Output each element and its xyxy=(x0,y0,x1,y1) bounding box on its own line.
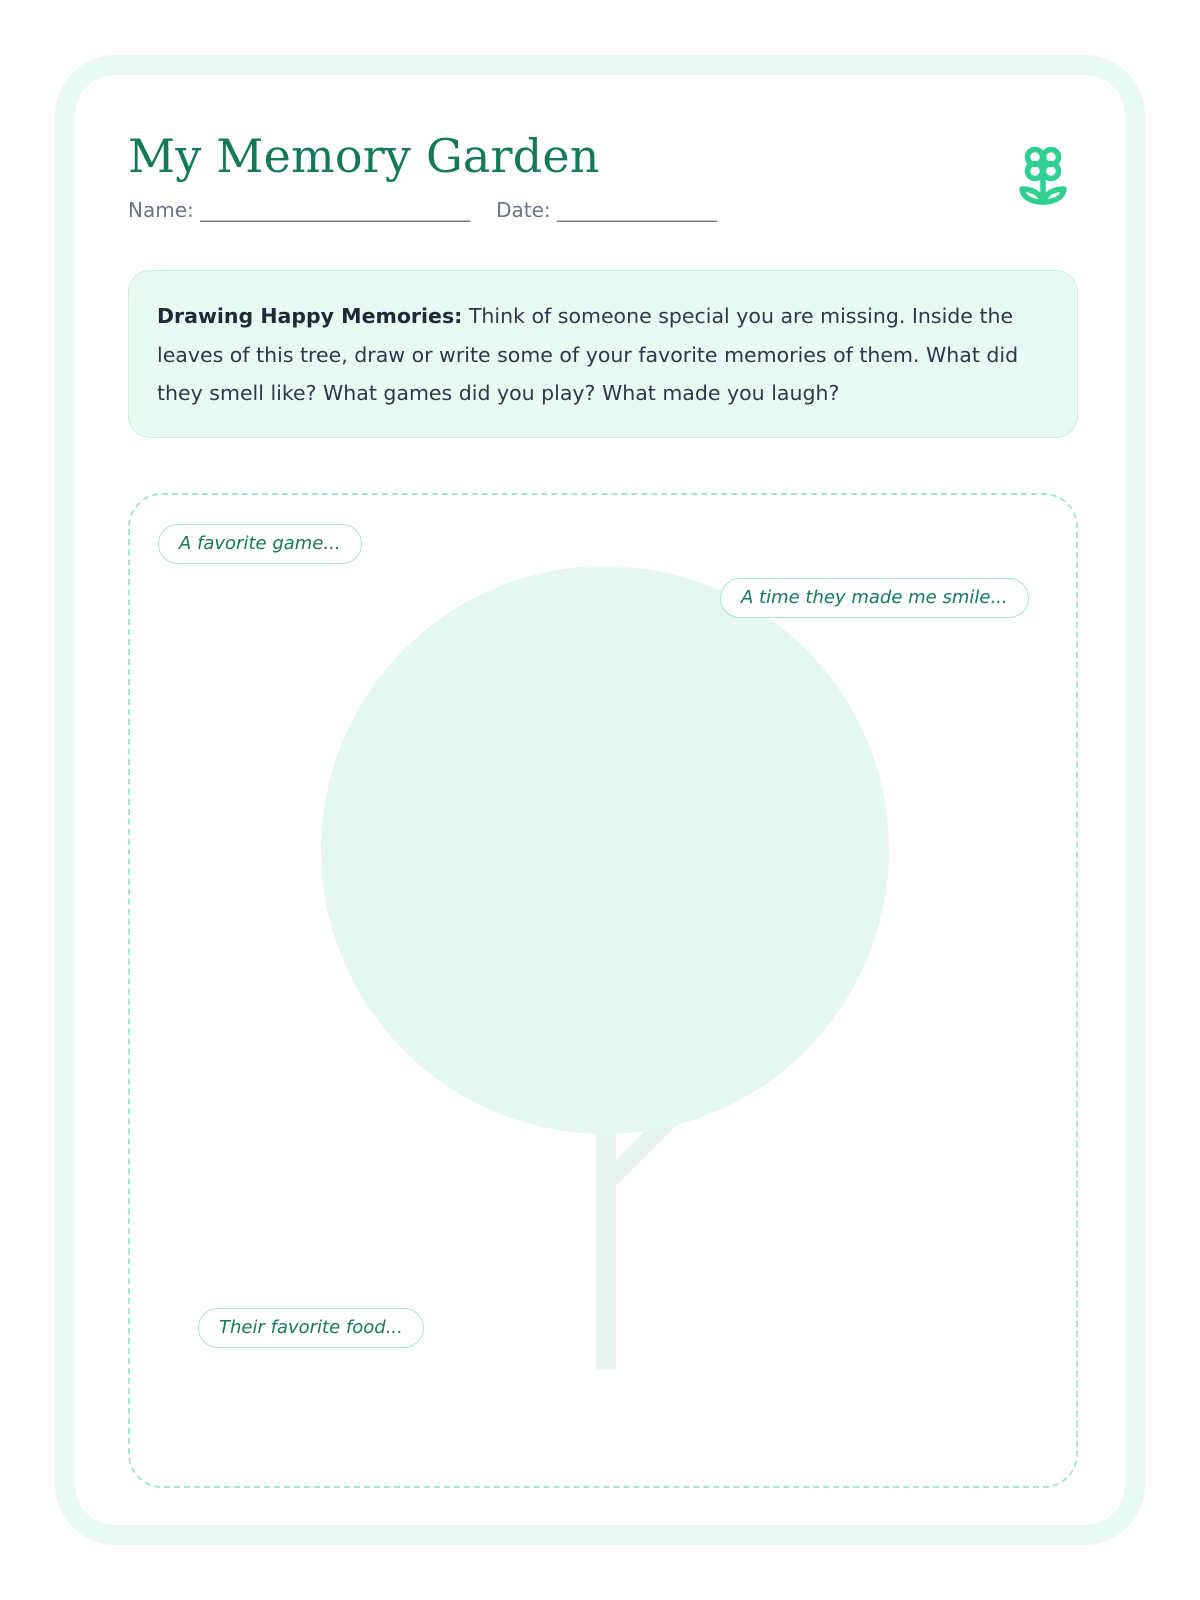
prompt-made-me-smile: A time they made me smile... xyxy=(720,578,1029,618)
name-field[interactable]: Name: ___________________________ xyxy=(128,198,471,222)
prompt-favorite-food: Their favorite food... xyxy=(198,1308,424,1348)
instructions-body: Think of someone special you are missing. Inside the leaves of this tree, draw or write some of your favorite memories of them. What did they smell like? What games did you play? What made you laugh? xyxy=(157,304,1019,405)
tree-canopy[interactable] xyxy=(321,566,889,1134)
page-title: My Memory Garden xyxy=(128,129,600,183)
prompt-favorite-game: A favorite game... xyxy=(158,524,362,564)
instructions-lead: Drawing Happy Memories: xyxy=(157,304,463,328)
date-field[interactable]: Date: ________________ xyxy=(496,198,718,222)
tree-trunk xyxy=(596,1100,690,1370)
